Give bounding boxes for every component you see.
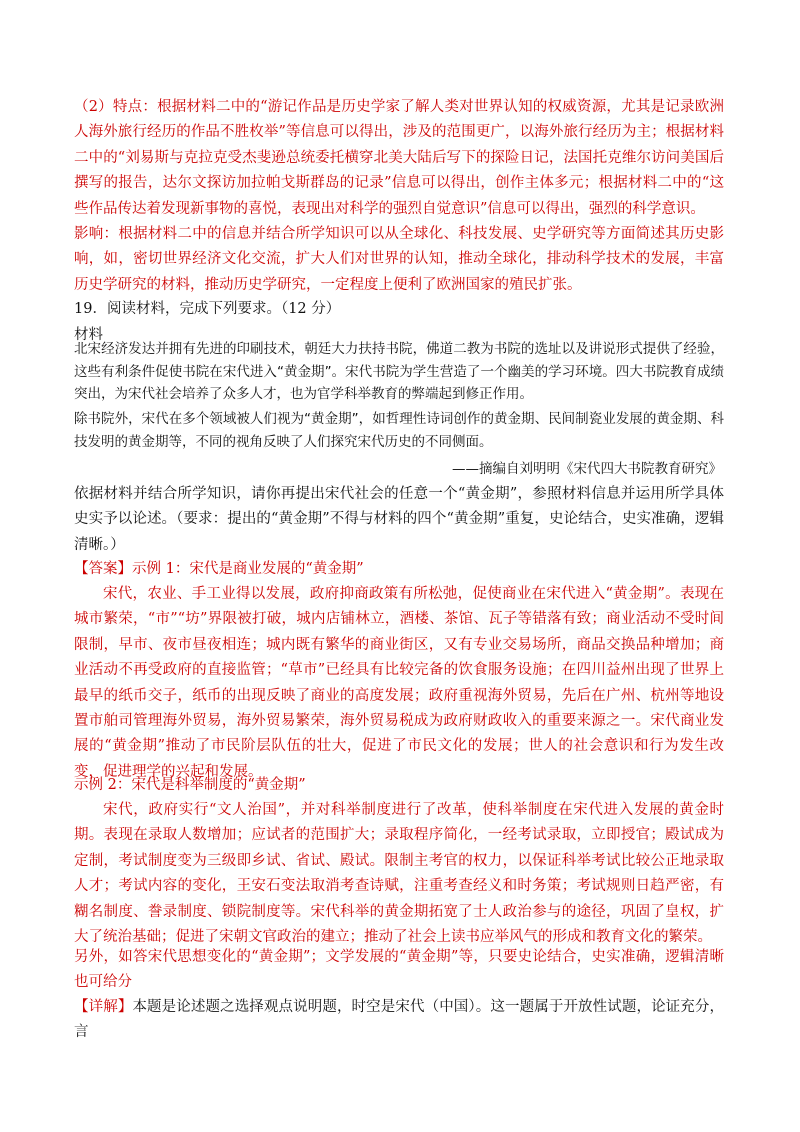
material-paragraph-2: 除书院外，宋代在多个领域被人们视为“黄金期”，如哲理性诗词创作的黄金期、民间制瓷业发展的黄金期、科技发明的黄金期等，不同的视角反映了人们探究宋代历史的不同侧面。 [74,411,724,450]
question-19-stem: 19．阅读材料，完成下列要求。（12 分） [74,301,341,317]
material-label: 材料 [74,327,103,343]
answer-example1-body: 宋代，农业、手工业得以发展，政府抑商政策有所松弛，促使商业在宋代进入“黄金期”。表现在城市繁荣，“市”“坊”界限被打破，城内店铺林立，酒楼、茶馆、瓦子等错落有致；商业活动不受时间限制，早市、夜市昼夜相连；城内既有繁华的商业街区，又有专业交易场所，商品交换品种增加；商业活动不再受政府的直接监管；“草市”已经具有比较完备的饮食服务设施；在四川益州出现了世界上最早的纸币交子，纸币的出现反映了商业的高度发展；政府重视海外贸易，先后在广州、杭州等地设置市舶司管理海外贸易，海外贸易繁荣，海外贸易税成为政府财政收入的重要来源之一。宋代商业发展的“黄金期”推动了市民阶层队伍的壮大，促进了市民文化的发展；世人的社会意识和行为发生改变，促进理学的兴起和发展。 [74,586,724,780]
features-paragraph: （2）特点：根据材料二中的“游记作品是历史学家了解人类对世界认知的权威资源，尤其是记录欧洲人海外旅行经历的作品不胜枚举”等信息可以得出，涉及的范围更广，以海外旅行经历为主；根据材料二中的“刘易斯与克拉克受杰斐逊总统委托横穿北美大陆后写下的探险日记，法国托克维尔访问美国后撰写的报告，达尔文探访加拉帕戈斯群岛的记录”信息可以得出，创作主体多元；根据材料二中的“这些作品传达着发现新事物的喜悦，表现出对科学的强烈自觉意识”信息可以得出，强烈的科学意识。 [74,99,724,217]
detail-paragraph: 【详解】本题是论述题之选择观点说明题，时空是宋代（中国）。这一题属于开放性试题，论证充分，言 [74,999,725,1041]
question-prompt: 依据材料并结合所学知识，请你再提出宋代社会的任意一个“黄金期”，参照材料信息并运用所学具体史实予以论述。（要求：提出的“黄金期”不得与材料的四个“黄金期”重复，史论结合，史实准确，逻辑清晰。） [74,486,724,553]
answer-example2-body: 宋代，政府实行“文人治国”，并对科举制度进行了改革，使科举制度在宋代进入发展的黄金时期。表现在录取人数增加；应试者的范围扩大；录取程序简化，一经考试录取，立即授官；殿试成为定制，考试制度变为三级即乡试、省试、殿试。限制主考官的权力，以保证科举考试比较公正地录取人才；考试内容的变化，王安石变法取消考查诗赋，注重考查经义和时务策；考试规则日趋严密，有糊名制度、誊录制度、锁院制度等。宋代科举的黄金期拓宽了士人政治参与的途径，巩固了皇权，扩大了统治基础；促进了宋朝文官政治的建立；推动了社会上读书应举风气的形成和教育文化的繁荣。 [74,802,724,946]
answer-other-note: 另外，如答宋代思想变化的“黄金期”；文学发展的“黄金期”等，只要史论结合，史实准确，逻辑清晰也可给分 [74,949,724,991]
detail-tag: 【详解】 [74,999,133,1015]
material-paragraph-1: 北宋经济发达并拥有先进的印刷技术，朝廷大力扶持书院，佛道二教为书院的选址以及讲说形式提供了经验，这些有利条件促使书院在宋代进入“黄金期”。宋代书院为学生营造了一个幽美的学习环境。四大书院教育成绩突出，为宋代社会培养了众多人才，也为官学科举教育的弊端起到修正作用。 [74,341,724,403]
answer-example2-title: 示例 2：宋代是科举制度的“黄金期” [74,777,306,793]
answer-tag: 【答案】 [74,561,132,577]
impact-paragraph: 影响：根据材料二中的信息并结合所学知识可以从全球化、科技发展、史学研究等方面简述其历史影响，如，密切世界经济文化交流，扩大人们对世界的认知，推动全球化，排动科学技术的发展，丰富历史学研究的材料，推动历史学研究，一定程度上便利了欧洲国家的殖民扩张。 [74,226,724,293]
answer-example1-title: 【答案】示例 1：宋代是商业发展的“黄金期” [74,561,364,577]
material-source: ——摘编自刘明明《宋代四大书院教育研究》 [452,461,722,477]
